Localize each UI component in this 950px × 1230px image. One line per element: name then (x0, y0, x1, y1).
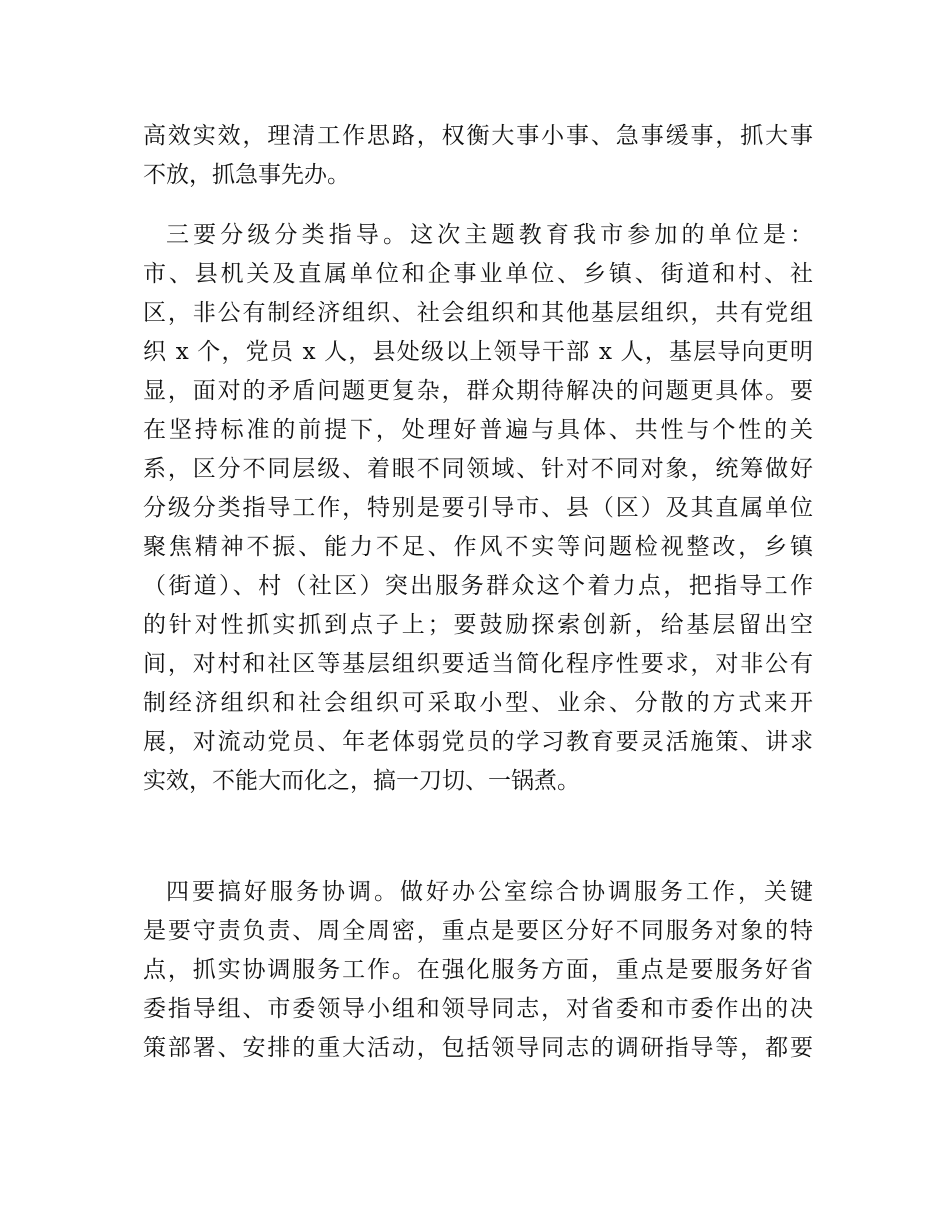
text-line: 点，抓实协调服务工作。在强化服务方面，重点是要服务好省 (143, 957, 813, 983)
text-line: 织 x 个，党员 x 人，县处级以上领导干部 x 人，基层导向更明 (143, 339, 813, 365)
text-line: 的针对性抓实抓到点子上；要鼓励探索创新，给基层留出空 (143, 612, 813, 638)
text-line: 是要守责负责、周全周密，重点是要区分好不同服务对象的特 (143, 918, 813, 944)
text-line: 市、县机关及直属单位和企事业单位、乡镇、街道和村、社 (143, 261, 813, 287)
text-line: 区，非公有制经济组织、社会组织和其他基层组织，共有党组 (143, 300, 813, 326)
text-line: 系，区分不同层级、着眼不同领域、针对不同对象，统筹做好 (143, 456, 813, 482)
paragraph-continuation (143, 117, 813, 195)
paragraph-first-line: 四要搞好服务协调。做好办公室综合协调服务工作，关键 (166, 879, 813, 905)
text-line: 展，对流动党员、年老体弱党员的学习教育要灵活施策、讲求 (143, 729, 813, 755)
text-line: 间，对村和社区等基层组织要适当简化程序性要求，对非公有 (143, 651, 813, 677)
text-line: 高效实效，理清工作思路，权衡大事小事、急事缓事，抓大事 (143, 123, 813, 149)
text-line: （街道）、村（社区）突出服务群众这个着力点，把指导工作 (143, 573, 813, 599)
text-line: 显，面对的矛盾问题更复杂，群众期待解决的问题更具体。要 (143, 378, 813, 404)
text-line: 不放，抓急事先办。 (143, 162, 350, 188)
text-line: 实效，不能大而化之，搞一刀切、一锅煮。 (143, 768, 580, 794)
paragraph-section-three (143, 216, 813, 801)
text-line: 在坚持标准的前提下，处理好普遍与具体、共性与个性的关 (143, 417, 813, 443)
text-line: 分级分类指导工作，特别是要引导市、县（区）及其直属单位 (143, 495, 813, 521)
text-line: 委指导组、市委领导小组和领导同志，对省委和市委作出的决 (143, 996, 813, 1022)
text-line: 制经济组织和社会组织可采取小型、业余、分散的方式来开 (143, 690, 813, 716)
text-line: 策部署、安排的重大活动，包括领导同志的调研指导等，都要 (143, 1035, 813, 1061)
paragraph-section-four (143, 873, 813, 1068)
paragraph-first-line: 三要分级分类指导。这次主题教育我市参加的单位是： (166, 222, 813, 248)
text-line: 聚焦精神不振、能力不足、作风不实等问题检视整改，乡镇 (143, 534, 813, 560)
